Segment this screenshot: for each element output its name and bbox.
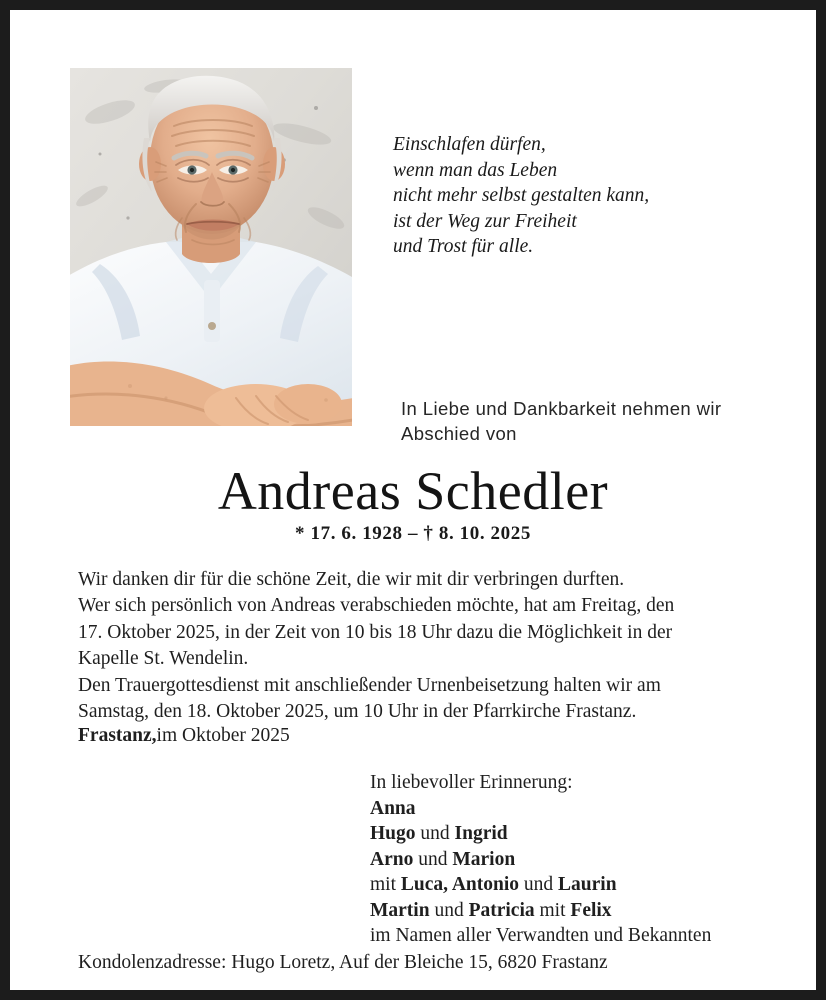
family-connector-text: mit [534, 899, 571, 921]
body-line: 17. Oktober 2025, in der Zeit von 10 bis 18 Uhr dazu die Möglichkeit in der [78, 621, 673, 643]
family-connector-text: und [415, 823, 455, 844]
portrait-photo [70, 68, 352, 426]
poem-line: und Trost für alle. [393, 236, 534, 257]
place-date-line [78, 723, 290, 749]
family-line [370, 796, 800, 822]
body-line: Samstag, den 18. Oktober 2025, um 10 Uhr in der Pfarrkirche Frastanz. [78, 701, 637, 723]
announcement-body [78, 567, 778, 725]
poem-line: Einschlafen dürfen, [393, 134, 546, 155]
poem-line: ist der Weg zur Freiheit [393, 210, 577, 232]
family-connector-text: und [429, 899, 469, 921]
family-line [370, 872, 800, 898]
farewell-leadin [401, 396, 781, 446]
body-line: Kapelle St. Wendelin. [78, 648, 249, 670]
portrait-photo-image [70, 68, 352, 426]
leadin-line: In Liebe und Dankbarkeit nehmen wir [401, 398, 722, 419]
family-line [370, 898, 800, 924]
place-date: im Oktober 2025 [156, 725, 290, 746]
family-block [370, 770, 800, 949]
family-connector-text: und [413, 848, 453, 870]
family-member-name: Hugo [370, 823, 416, 844]
deceased-dates: * 17. 6. 1928 – † 8. 10. 2025 [295, 523, 531, 544]
family-line [370, 821, 800, 847]
family-line [370, 847, 800, 873]
family-member-name: Luca, Antonio [400, 874, 520, 895]
leadin-line: Abschied von [401, 423, 517, 444]
family-heading: In liebevoller Erinnerung: [370, 772, 573, 793]
memorial-poem [393, 132, 753, 260]
family-member-name: Laurin [558, 874, 617, 895]
family-member-name: Marion [452, 848, 516, 870]
family-names-list [370, 796, 800, 949]
body-line: Den Trauergottesdienst mit anschließender Urnenbeisetzung halten wir am [78, 674, 661, 696]
family-member-name: Arno [370, 848, 414, 870]
family-member-name: Felix [570, 899, 612, 921]
body-line: Wir danken dir für die schöne Zeit, die wir mit dir verbringen durften. [78, 569, 625, 590]
condolence-address: Kondolenzadresse: Hugo Loretz, Auf der Bleiche 15, 6820 Frastanz [78, 952, 608, 973]
family-line [370, 923, 800, 949]
place-name: Frastanz, [78, 725, 157, 746]
poem-line: wenn man das Leben [393, 159, 558, 181]
family-member-name: Anna [370, 797, 416, 819]
deceased-name: Andreas Schedler [217, 461, 609, 521]
body-line: Wer sich persönlich von Andreas verabschieden möchte, hat am Freitag, den [78, 595, 675, 617]
family-member-name: Martin [370, 899, 430, 921]
family-member-name: Ingrid [454, 823, 508, 844]
family-connector-text: mit [370, 874, 401, 895]
family-member-name: Patricia [468, 899, 535, 921]
family-connector-text: im Namen aller Verwandten und Bekannten [370, 925, 712, 946]
poem-line: nicht mehr selbst gestalten kann, [393, 185, 650, 206]
family-connector-text: und [519, 874, 559, 895]
